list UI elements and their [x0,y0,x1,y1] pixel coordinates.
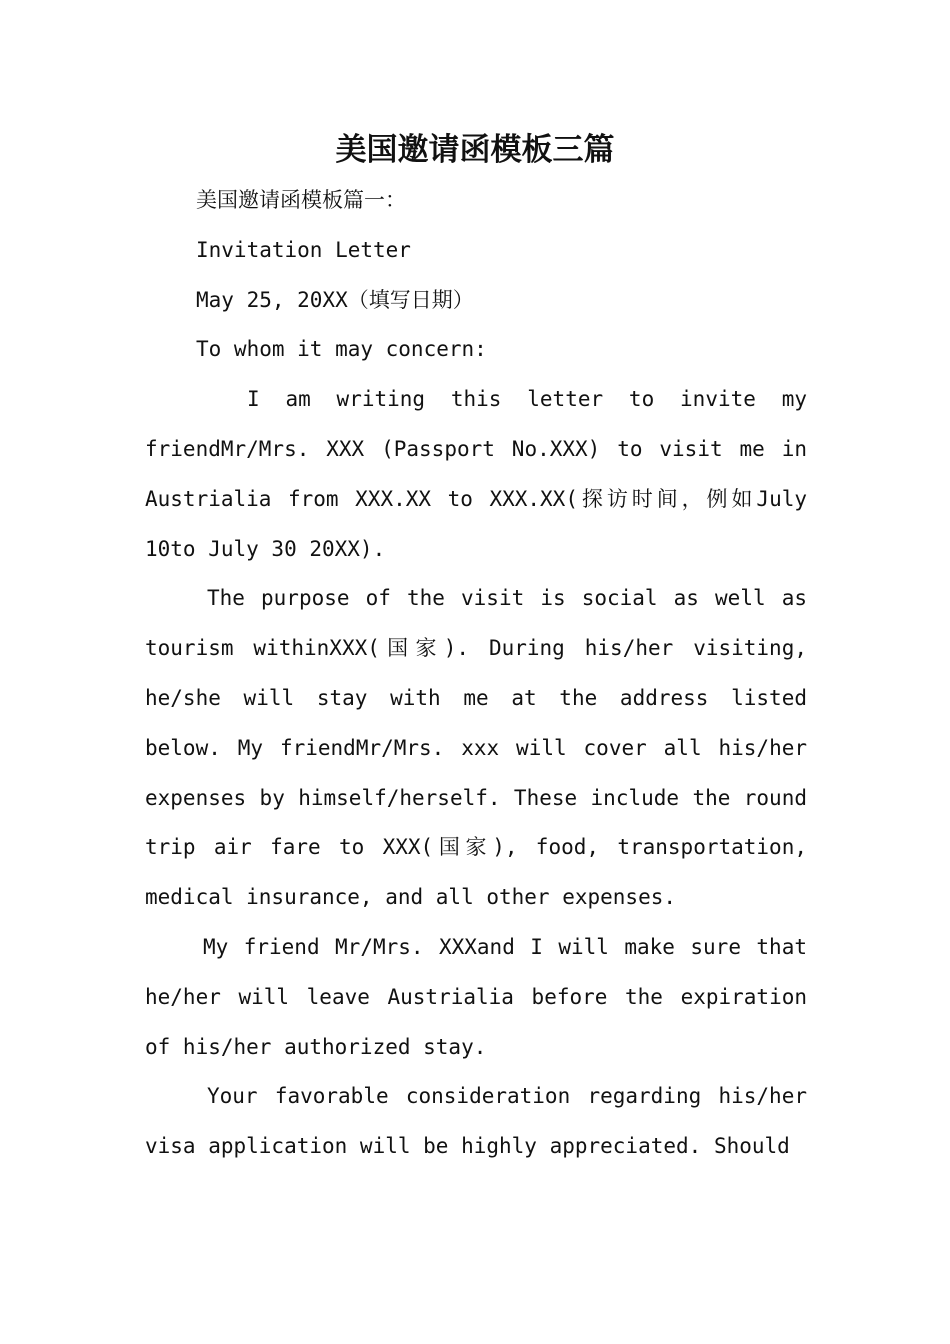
paragraph-invitation: I am writing this letter to invite my friendMr/Mrs. XXX (Passport No.XXX) to visit me in Austrialia from XXX.XX to XXX.XX(探访时间，例如July 10to July 30 20XX). [145,387,807,561]
letter-salutation: To whom it may concern: [196,337,487,362]
paragraph-assurance: My friend Mr/Mrs. XXXand I will make sure that he/her will leave Austrialia before the expiration of his/her authorized stay. [145,934,807,1059]
document-title: 美国邀请函模板三篇 [335,132,615,168]
document-body [145,176,807,1172]
letter-date: May 25, 20XX（填写日期） [196,287,474,312]
letter-title: Invitation Letter [196,237,411,262]
paragraph-purpose: The purpose of the visit is social as well as tourism withinXXX(国家). During his/her visiting, he/she will stay with me at the address listed below. My friendMr/Mrs. xxx will cover all his/her expenses by himself/herself. These include the round trip air fare to XXX(国家), food, transportation, medical insurance, and all other expenses. [145,586,807,910]
section-heading: 美国邀请函模板篇一： [196,188,406,212]
paragraph-consideration: Your favorable consideration regarding his/her visa application will be highly appreciated. Should [145,1084,807,1159]
